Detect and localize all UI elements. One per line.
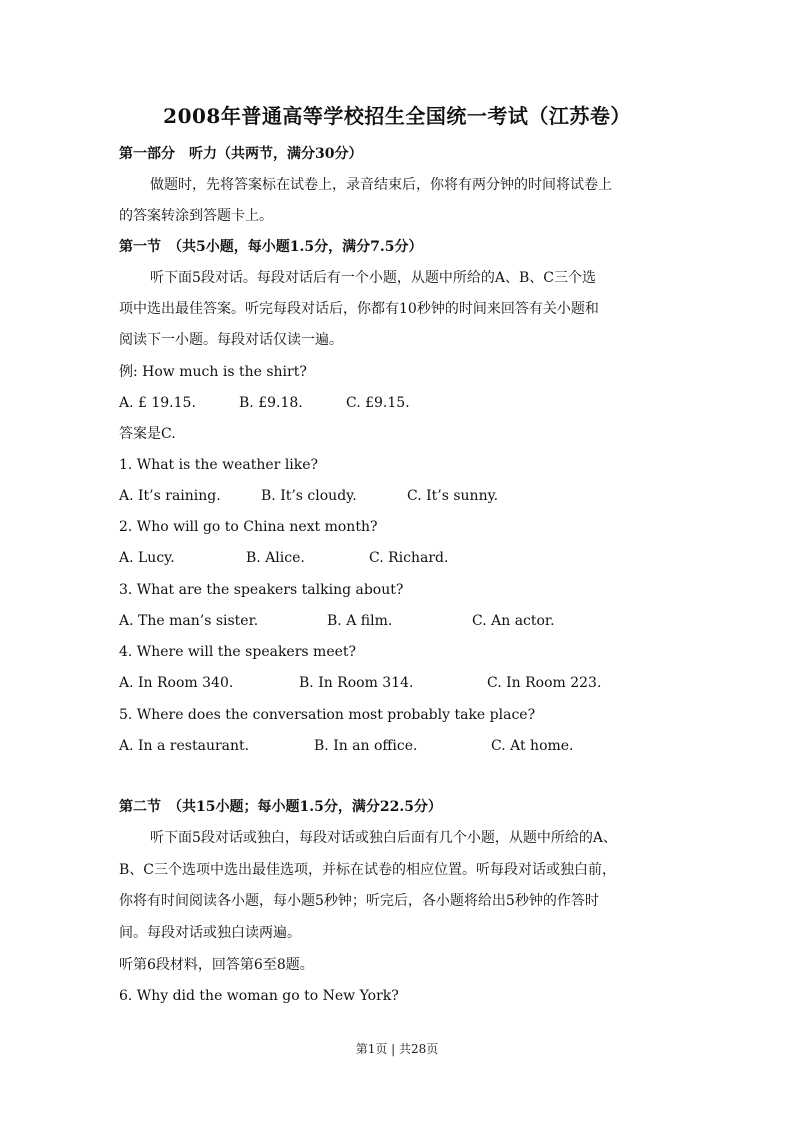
question-5-option-b: B. In an office. (314, 738, 418, 754)
page-footer: 第1页 | 共28页 (355, 1042, 439, 1056)
question-6: 6. Why did the woman go to New York? (119, 988, 399, 1004)
question-3-option-b: B. A film. (327, 613, 393, 629)
question-4: 4. Where will the speakers meet? (119, 644, 357, 660)
question-2-option-a: A. Lucy. (119, 550, 175, 566)
page-title: 2008年普通高等学校招生全国统一考试（江苏卷） (163, 104, 631, 128)
section2-instructions-line-4: 间。每段对话或独白读两遍。 (119, 925, 301, 941)
question-3-option-c: C. An actor. (472, 613, 555, 629)
material-6-instruction: 听第6段材料，回答第6至8题。 (119, 957, 314, 973)
question-3: 3. What are the speakers talking about? (119, 582, 404, 598)
section2-heading: 第二节 （共15小题；每小题1.5分，满分22.5分） (119, 799, 442, 815)
question-3-option-a: A. The man’s sister. (119, 613, 259, 629)
question-1: 1. What is the weather like? (119, 457, 319, 473)
example-answer: 答案是C. (119, 426, 176, 442)
example-option-c: C. £9.15. (346, 395, 410, 411)
section2-instructions-line-2: B、C三个选项中选出最佳选项，并标在试卷的相应位置。听每段对话或独白前， (119, 862, 616, 878)
question-5-option-c: C. At home. (491, 738, 574, 754)
section1-instructions-line-1: 听下面5段对话。每段对话后有一个小题，从题中所给的A、B、C三个选 (150, 270, 597, 286)
part1-heading: 第一部分 听力（共两节，满分30分） (119, 146, 363, 162)
section1-instructions-line-2: 项中选出最佳答案。听完每段对话后，你都有10秒钟的时间来回答有关小题和 (119, 301, 599, 317)
intro-line-1: 做题时，先将答案标在试卷上，录音结束后，你将有两分钟的时间将试卷上 (150, 177, 612, 193)
question-2: 2. Who will go to China next month? (119, 519, 378, 535)
intro-line-2: 的答案转涂到答题卡上。 (119, 208, 273, 224)
section2-instructions-line-3: 你将有时间阅读各小题，每小题5秒钟；听完后，各小题将给出5秒钟的作答时 (119, 893, 599, 909)
section1-heading: 第一节 （共5小题，每小题1.5分，满分7.5分） (119, 239, 423, 255)
example-option-a: A. £ 19.15. (119, 395, 196, 411)
example-question: 例: How much is the shirt? (119, 364, 307, 380)
question-2-option-c: C. Richard. (369, 550, 449, 566)
question-2-option-b: B. Alice. (246, 550, 305, 566)
example-option-b: B. £9.18. (239, 395, 303, 411)
question-5: 5. Where does the conversation most probably take place? (119, 707, 536, 723)
section1-instructions-line-3: 阅读下一小题。每段对话仅读一遍。 (119, 332, 343, 348)
question-4-option-a: A. In Room 340. (119, 675, 234, 691)
section2-instructions-line-1: 听下面5段对话或独白，每段对话或独白后面有几个小题，从题中所给的A、 (150, 830, 618, 846)
question-1-option-a: A. It’s raining. (119, 488, 221, 504)
question-1-option-b: B. It’s cloudy. (261, 488, 357, 504)
question-4-option-b: B. In Room 314. (299, 675, 414, 691)
question-1-option-c: C. It’s sunny. (407, 488, 499, 504)
question-5-option-a: A. In a restaurant. (119, 738, 250, 754)
question-4-option-c: C. In Room 223. (487, 675, 602, 691)
